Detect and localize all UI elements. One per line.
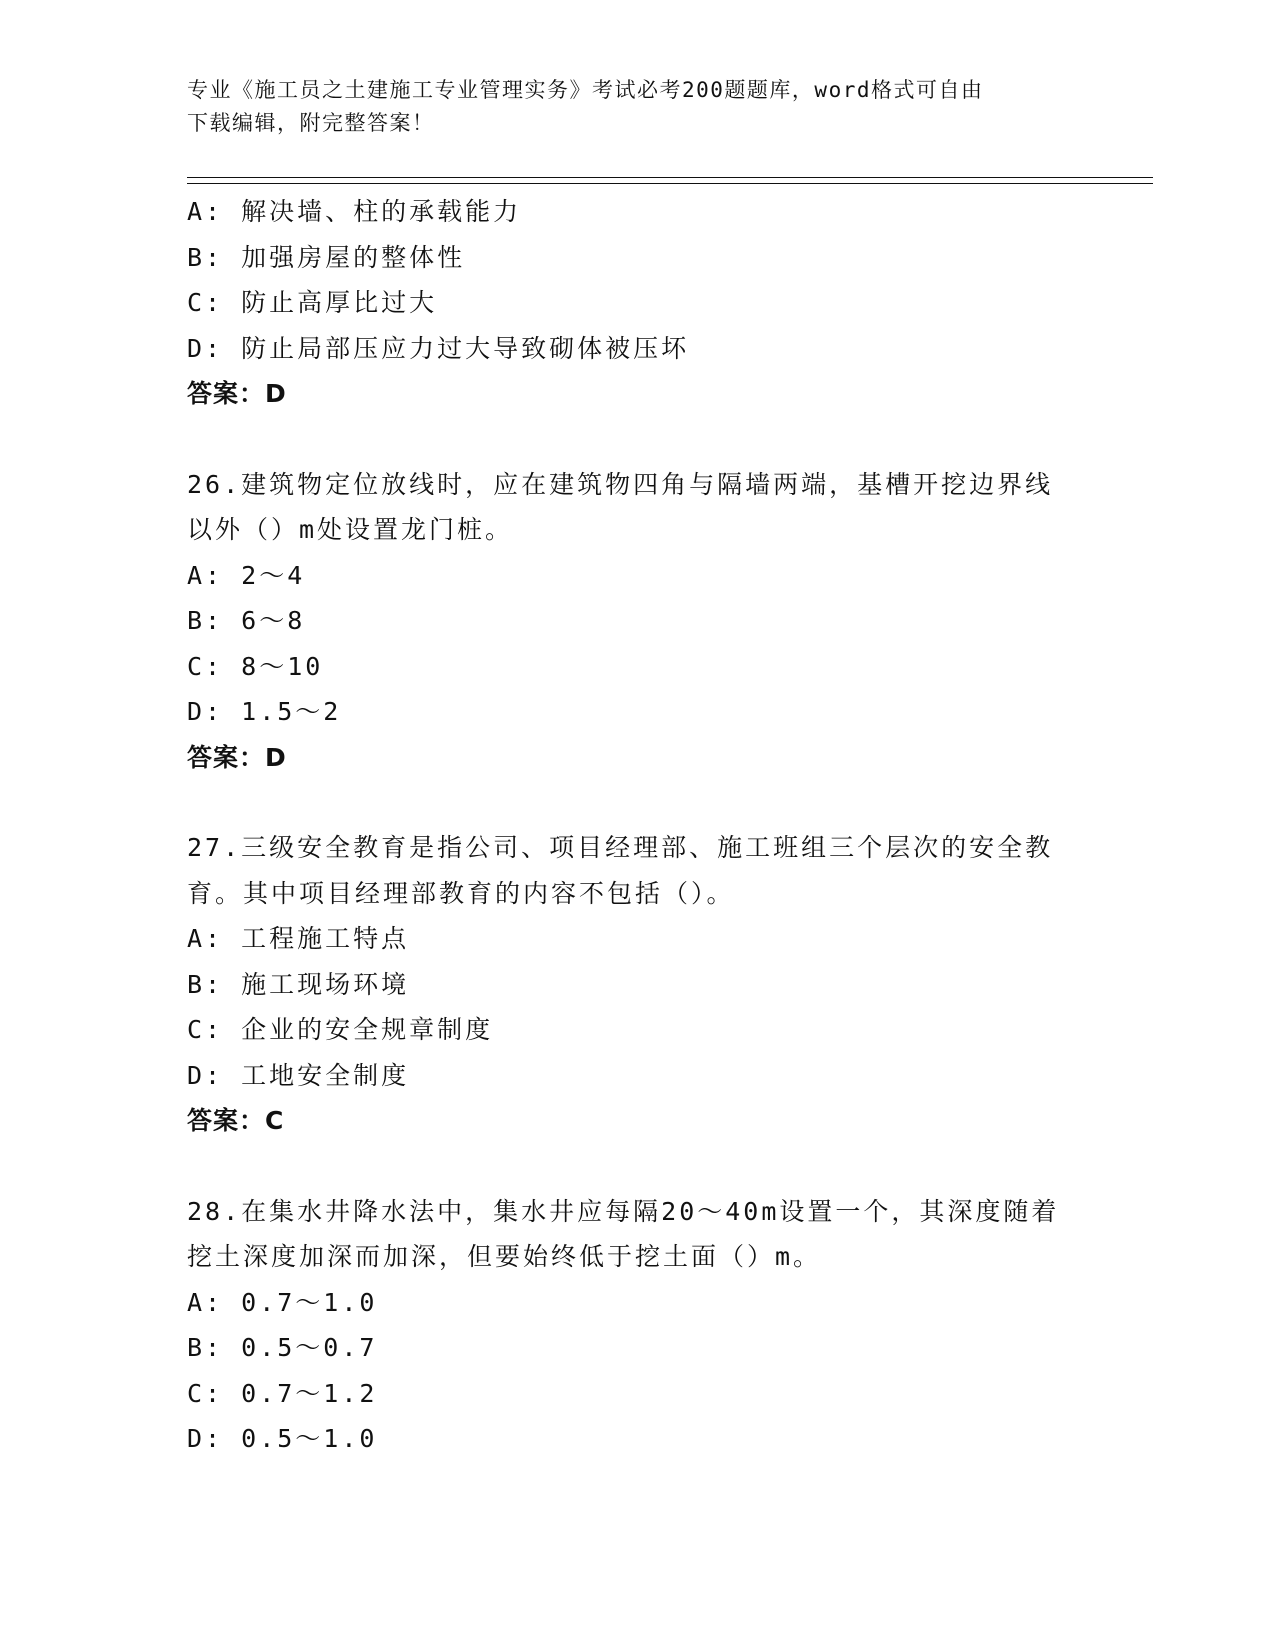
question-28 (187, 1189, 1087, 1462)
question-26-option-c: C: 8～10 (187, 651, 324, 681)
document-header (187, 74, 1067, 140)
question-28-stem-line-2: 挖土深度加深而加深，但要始终低于挖土面（）m。 (187, 1242, 822, 1271)
question-26-answer: 答案：D (187, 742, 287, 772)
question-26 (187, 462, 1087, 781)
question-28-option-b: B: 0.5～0.7 (187, 1333, 378, 1362)
header-title-line-1: 专业《施工员之土建施工专业管理实务》考试必考200题题库，word格式可自由 (187, 78, 984, 102)
question-25-option-a: A: 解决墙、柱的承载能力 (187, 197, 522, 226)
question-27-stem-line-2: 育。其中项目经理部教育的内容不包括（）。 (187, 878, 735, 908)
question-25-answer: 答案：D (187, 379, 287, 408)
header-title-line-2: 下载编辑，附完整答案！ (187, 111, 435, 135)
header-divider-top (187, 177, 1153, 178)
question-27-option-c: C: 企业的安全规章制度 (187, 1015, 494, 1044)
spacer (187, 417, 1087, 462)
question-28-option-c: C: 0.7～1.2 (187, 1378, 378, 1408)
question-27 (187, 825, 1087, 1144)
header-divider-bottom (187, 183, 1153, 184)
spacer (187, 780, 1087, 825)
question-26-stem-line-1: 26.建筑物定位放线时，应在建筑物四角与隔墙两端，基槽开挖边界线 (187, 469, 1054, 499)
question-27-answer: 答案：C (187, 1106, 285, 1135)
question-26-option-a: A: 2～4 (187, 560, 306, 590)
question-27-option-d: D: 工地安全制度 (187, 1060, 410, 1090)
question-27-stem-line-1: 27.三级安全教育是指公司、项目经理部、施工班组三个层次的安全教 (187, 833, 1054, 862)
spacer (187, 1144, 1087, 1189)
question-26-stem-line-2: 以外（）m处设置龙门桩。 (187, 515, 514, 544)
question-28-option-a: A: 0.7～1.0 (187, 1287, 378, 1317)
question-25-option-b: B: 加强房屋的整体性 (187, 242, 466, 272)
question-25-option-c: C: 防止高厚比过大 (187, 288, 438, 317)
question-25 (187, 189, 1087, 417)
question-list (187, 189, 1087, 1462)
question-26-option-b: B: 6～8 (187, 606, 306, 635)
question-25-option-d: D: 防止局部压应力过大导致砌体被压坏 (187, 333, 690, 363)
question-26-option-d: D: 1.5～2 (187, 697, 342, 726)
question-28-option-d: D: 0.5～1.0 (187, 1424, 378, 1453)
question-27-option-b: B: 施工现场环境 (187, 969, 410, 999)
question-28-stem-line-1: 28.在集水井降水法中，集水井应每隔20～40m设置一个，其深度随着 (187, 1196, 1060, 1226)
question-27-option-a: A: 工程施工特点 (187, 924, 410, 953)
